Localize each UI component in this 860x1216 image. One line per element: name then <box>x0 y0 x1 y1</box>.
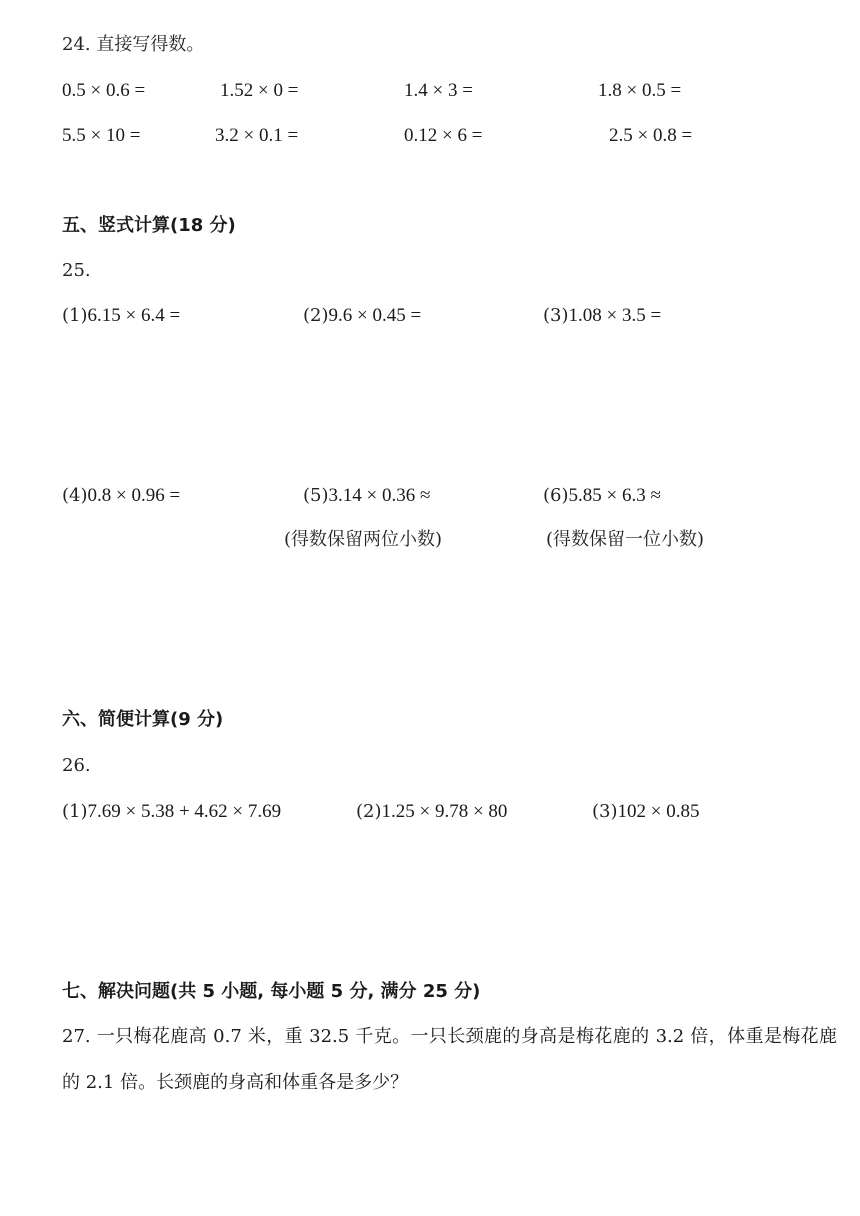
s5-problem-5-label: (5) <box>303 485 329 506</box>
s6-problem-1-expr: 7.69 × 5.38 + 4.62 × 7.69 <box>87 801 282 822</box>
s5-problem-2 <box>303 303 421 328</box>
section6-question-number: 26. <box>62 755 91 776</box>
q24-item-5: 5.5 × 10 = <box>62 125 141 146</box>
s5-problem-5-rounding-note: (得数保留两位小数) <box>284 529 443 550</box>
q27-word-problem: 27. 一只梅花鹿高 0.7 米，重 32.5 千克。一只长颈鹿的身高是梅花鹿的 3.2 倍，体重是梅花鹿的 2.1 倍。长颈鹿的身高和体重各是多少？ <box>62 1026 837 1093</box>
s6-problem-2-label: (2) <box>356 801 382 822</box>
s5-problem-2-label: (2) <box>303 305 329 326</box>
s5-problem-6-rounding-note: (得数保留一位小数) <box>546 529 705 550</box>
s5-problem-1-expr: 6.15 × 6.4 = <box>87 305 181 326</box>
s5-problem-6 <box>543 483 661 508</box>
q24-item-1: 0.5 × 0.6 = <box>62 80 146 101</box>
s5-problem-4-label: (4) <box>62 485 88 506</box>
s5-problem-5 <box>303 483 430 508</box>
s6-problem-1 <box>62 799 281 824</box>
s5-problem-1 <box>62 303 180 328</box>
s6-problem-3-label: (3) <box>592 801 618 822</box>
q24-item-6: 3.2 × 0.1 = <box>215 125 299 146</box>
s6-problem-3-expr: 102 × 0.85 <box>617 801 700 822</box>
s5-problem-5-expr: 3.14 × 0.36 ≈ <box>328 485 431 506</box>
s5-problem-6-label: (6) <box>543 485 569 506</box>
q24-item-3: 1.4 × 3 = <box>404 80 473 101</box>
s5-problem-6-expr: 5.85 × 6.3 ≈ <box>568 485 661 506</box>
s5-problem-3-expr: 1.08 × 3.5 = <box>568 305 662 326</box>
s5-problem-4 <box>62 483 180 508</box>
s6-problem-2-expr: 1.25 × 9.78 × 80 <box>381 801 508 822</box>
s5-problem-3 <box>543 303 661 328</box>
s6-problem-1-label: (1) <box>62 801 88 822</box>
section5-question-number: 25. <box>62 260 91 281</box>
q24-title: 24. 直接写得数。 <box>62 34 205 55</box>
q24-item-8: 2.5 × 0.8 = <box>609 125 693 146</box>
section6-heading: 六、简便计算(9 分) <box>62 709 224 730</box>
section5-heading: 五、竖式计算(18 分) <box>62 215 236 236</box>
s6-problem-3 <box>592 799 699 824</box>
s6-problem-2 <box>356 799 507 824</box>
q24-item-4: 1.8 × 0.5 = <box>598 80 682 101</box>
s5-problem-4-expr: 0.8 × 0.96 = <box>87 485 181 506</box>
section7-heading: 七、解决问题(共 5 小题, 每小题 5 分, 满分 25 分) <box>62 981 481 1002</box>
s5-problem-3-label: (3) <box>543 305 569 326</box>
q24-item-7: 0.12 × 6 = <box>404 125 483 146</box>
s5-problem-2-expr: 9.6 × 0.45 = <box>328 305 422 326</box>
q24-item-2: 1.52 × 0 = <box>220 80 299 101</box>
s5-problem-1-label: (1) <box>62 305 88 326</box>
